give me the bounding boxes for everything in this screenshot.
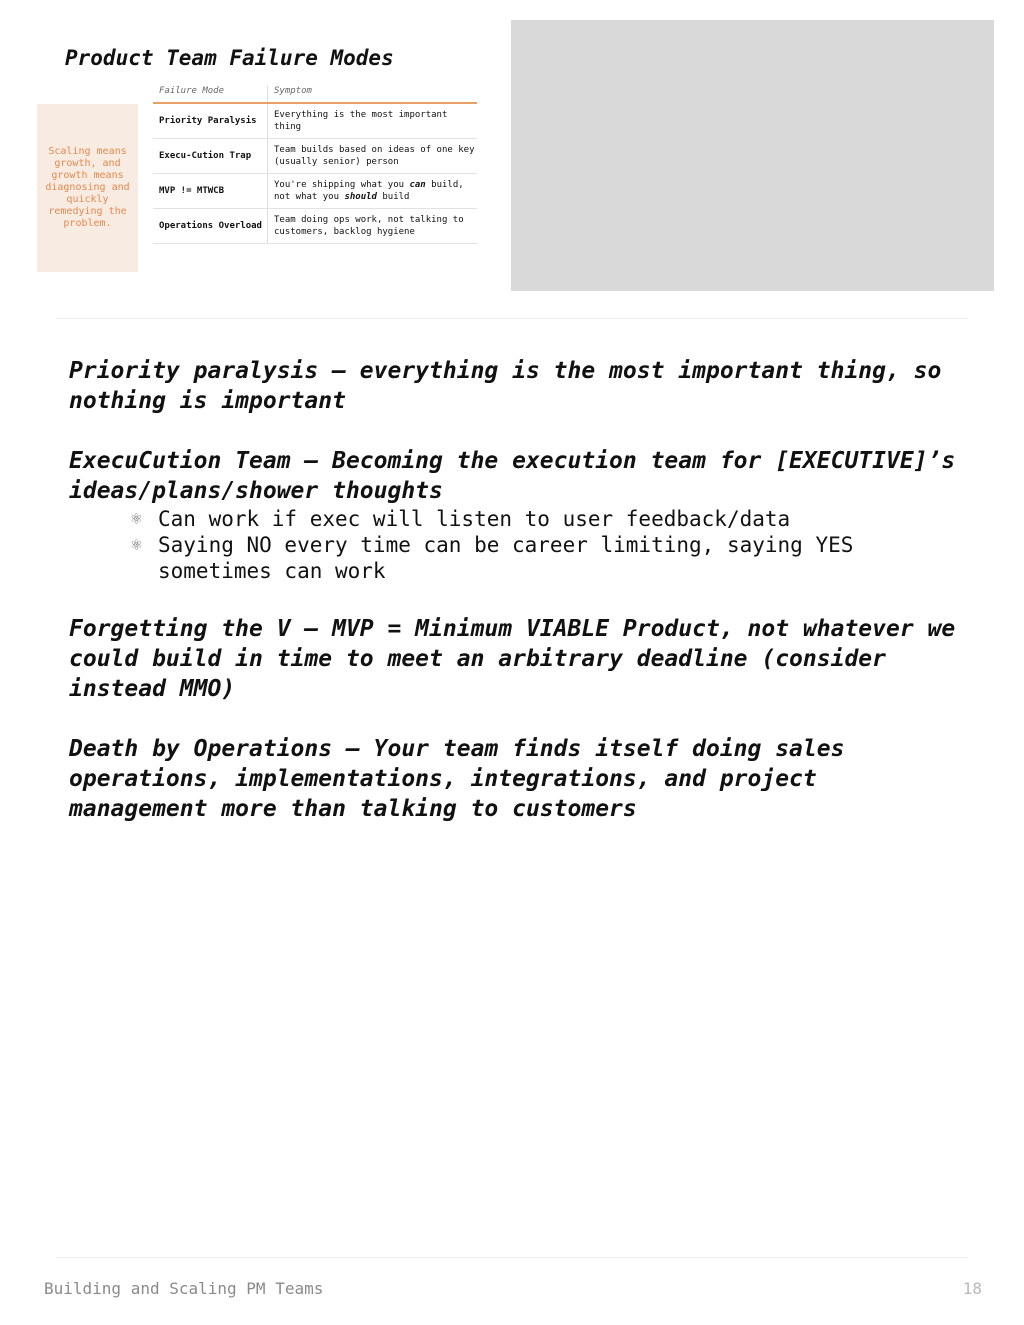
table-row — [153, 139, 477, 174]
callout-box — [37, 104, 138, 272]
failure-modes-table — [153, 86, 477, 244]
callout-text: Scaling means growth, and growth means diagnosing and quickly remedying the problem. — [45, 146, 130, 229]
row-symptom: Everything is the most important thing — [274, 110, 448, 132]
note-execucution-team: ExecuCution Team – Becoming the execution team for [EXECUTIVE]’s ideas/plans/shower thoughts — [69, 448, 956, 504]
table-row — [153, 174, 477, 209]
row-symptom: Team doing ops work, not talking to customers, backlog hygiene — [274, 215, 464, 237]
slide-thumbnail — [37, 20, 494, 291]
table-header — [153, 86, 477, 104]
bullet-text: Can work if exec will listen to user feedback/data — [158, 507, 791, 531]
row-mode: Execu-Cution Trap — [153, 139, 268, 173]
page-number: 18 — [962, 1279, 982, 1298]
row-mode: MVP != MTWCB — [153, 174, 268, 208]
note-priority-paralysis: Priority paralysis – everything is the most important thing, so nothing is important — [69, 358, 942, 414]
table-row — [153, 104, 477, 139]
row-symptom — [268, 174, 477, 208]
list-item — [69, 532, 969, 584]
symptom-part: You're shipping what you — [274, 180, 410, 190]
note-forgetting-the-v: Forgetting the V – MVP = Minimum VIABLE Product, not whatever we could build in time to meet an arbitrary deadline (consider instead MMO) — [69, 616, 956, 702]
table-row — [153, 209, 477, 244]
note-death-by-operations: Death by Operations – Your team finds itself doing sales operations, implementations, integrations, and project management more than talking to customers — [69, 736, 845, 822]
divider — [56, 318, 968, 319]
speaker-notes — [69, 356, 969, 824]
atom-bullet-icon: ⚛ — [131, 534, 142, 555]
image-placeholder — [511, 20, 994, 291]
bullet-list — [69, 506, 969, 584]
header-symptom: Symptom — [274, 86, 312, 96]
footer-title: Building and Scaling PM Teams — [44, 1279, 324, 1298]
bullet-text: Saying NO every time can be career limiting, saying YES sometimes can work — [158, 533, 854, 583]
row-symptom: Team builds based on ideas of one key (usually senior) person — [274, 145, 475, 167]
row-mode: Priority Paralysis — [153, 104, 268, 138]
symptom-part: build, not what you — [274, 180, 464, 202]
header-failure-mode: Failure Mode — [153, 86, 268, 102]
symptom-part: build — [376, 192, 410, 202]
slide-title: Product Team Failure Modes — [65, 46, 394, 70]
row-mode: Operations Overload — [153, 209, 268, 243]
symptom-emphasis: should — [344, 192, 377, 202]
list-item — [69, 506, 969, 532]
symptom-emphasis: can — [409, 180, 426, 190]
atom-bullet-icon: ⚛ — [131, 508, 142, 529]
divider — [56, 1257, 968, 1258]
